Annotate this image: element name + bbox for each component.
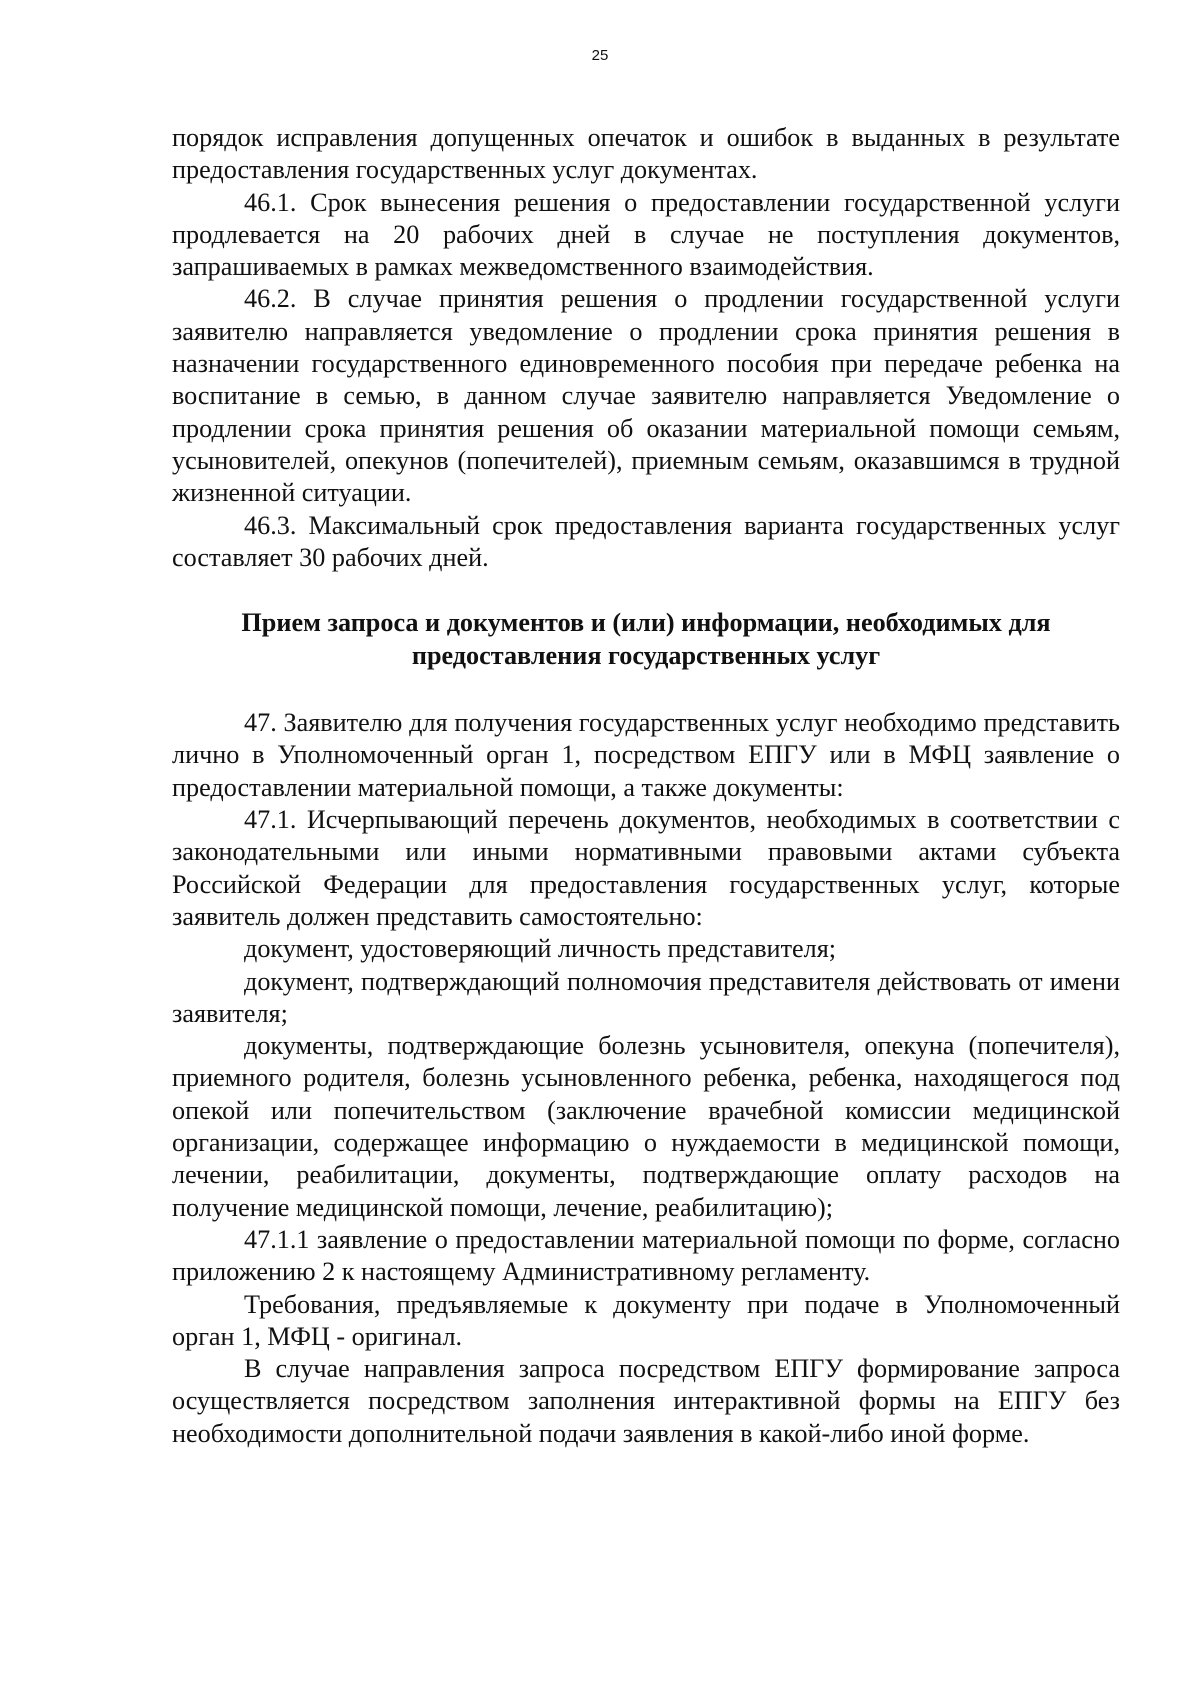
list-item-identity-document: документ, удостоверяющий личность представителя; (244, 934, 837, 964)
document-body (172, 122, 1120, 1450)
section-heading-line-2: предоставления государственных услуг (411, 641, 881, 671)
paragraph-46-1: 46.1. Срок вынесения решения о предоставлении государственной услуги продлевается на 20 рабочих дней в случае не поступления документов, запрашиваемых в рамках межведомственного взаимодействия. (172, 187, 1120, 282)
paragraph-47-1-1: 47.1.1 заявление о предоставлении материальной помощи по форме, согласно приложению 2 к настоящему Административному регламенту. (172, 1224, 1120, 1287)
paragraph-47: 47. Заявителю для получения государственных услуг необходимо представить лично в Уполномоченный орган 1, посредством ЕПГУ или в МФЦ заявление о предоставлении материальной помощи, а также документы: (172, 708, 1120, 802)
section-heading-line-1: Прием запроса и документов и (или) информации, необходимых для (241, 608, 1051, 638)
paragraph-continuation: порядок исправления допущенных опечаток и ошибок в выданных в результате предоставления государственных услуг документах. (172, 123, 1120, 185)
paragraph-47-1: 47.1. Исчерпывающий перечень документов, необходимых в соответствии с законодательными или иными нормативными правовыми актами субъекта Российской Федерации для предоставления государственных услуг, которые заявитель должен представить самостоятельно: (172, 805, 1120, 931)
paragraph-epgu-request: В случае направления запроса посредством ЕПГУ формирование запроса осуществляется посредством заполнения интерактивной формы на ЕПГУ без необходимости дополнительной подачи заявления в какой-либо иной форме. (172, 1354, 1120, 1448)
list-item-illness-documents: документы, подтверждающие болезнь усыновителя, опекуна (попечителя), приемного родителя, болезнь усыновленного ребенка, ребенка, находящегося под опекой или попечительством (заключение врачебной комиссии медицинской организации, содержащее информацию о нуждаемости в медицинской помощи, лечении, реабилитации, документы, подтверждающие оплату расходов на получение медицинской помощи, лечение, реабилитацию); (172, 1031, 1120, 1222)
paragraph-requirements: Требования, предъявляемые к документу при подаче в Уполномоченный орган 1, МФЦ - оригинал. (172, 1289, 1120, 1351)
section-heading (172, 606, 1120, 672)
list-item-authority-document: документ, подтверждающий полномочия представителя действовать от имени заявителя; (172, 966, 1120, 1028)
paragraph-46-2: 46.2. В случае принятия решения о продлении государственной услуги заявителю направляется уведомление о продлении срока принятия решения в назначении государственного единовременного пособия при передаче ребенка на воспитание в семью, в данном случае заявителю направляется Уведомление о продлении срока принятия решения об оказании материальной помощи семьям, усыновителей, опекунов (попечителей), приемным семьям, оказавшимся в трудной жизненной ситуации. (172, 284, 1120, 508)
paragraph-46-3: 46.3. Максимальный срок предоставления варианта государственных услуг составляет 30 рабочих дней. (172, 510, 1120, 572)
page-number: 25 (591, 47, 609, 64)
